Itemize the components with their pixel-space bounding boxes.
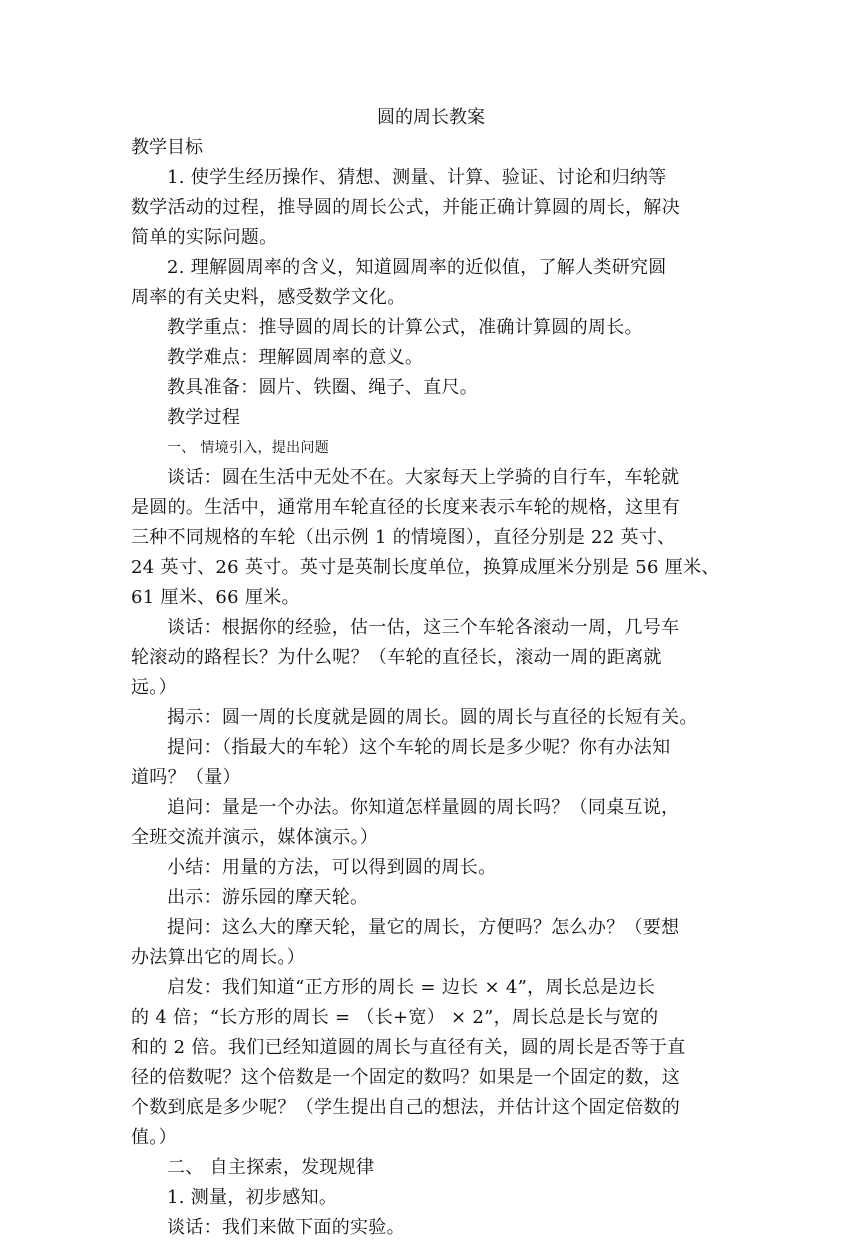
paragraph (131, 343, 731, 373)
paragraph (131, 403, 731, 433)
paragraph-line: 轮滚动的路程长？为什么呢？（车轮的直径长，滚动一周的距离就 (131, 647, 662, 668)
paragraph-line: 和的 2 倍。我们已经知道圆的周长与直径有关，圆的周长是否等于直 (131, 1037, 686, 1058)
paragraph-line: 径的倍数呢？这个倍数是一个固定的数吗？如果是一个固定的数，这 (131, 1067, 680, 1088)
paragraph (131, 373, 731, 403)
paragraph-line: 24 英寸、26 英寸。英寸是英制长度单位，换算成厘米分别是 56 厘米、 (131, 557, 720, 578)
paragraph-line: 三种不同规格的车轮（出示例 1 的情境图），直径分别是 22 英寸、 (131, 527, 676, 548)
paragraph-line: 周率的有关史料，感受数学文化。 (131, 287, 406, 308)
paragraph-line: 1. 测量，初步感知。 (167, 1187, 338, 1208)
paragraph (131, 913, 731, 973)
document-title: 圆的周长教案 (377, 107, 485, 128)
paragraph (131, 973, 731, 1153)
paragraph-line: 提问：（指最大的车轮）这个车轮的周长是多少呢？你有办法知 (167, 737, 671, 758)
paragraph-line: 远。） (131, 677, 177, 698)
paragraph (131, 733, 731, 793)
paragraph-line: 启发：我们知道“正方形的周长 = 边长 × 4”，周长总是边长 (167, 977, 656, 998)
paragraph-line: 办法算出它的周长。） (131, 947, 305, 968)
paragraph (131, 253, 731, 313)
paragraph (131, 883, 731, 913)
paragraph-line: 小结：用量的方法，可以得到圆的周长。 (167, 857, 497, 878)
paragraph (131, 1213, 731, 1243)
paragraph-line: 教具准备：圆片、铁圈、绳子、直尺。 (167, 377, 479, 398)
paragraph-line: 2. 理解圆周率的含义，知道圆周率的近似值，了解人类研究圆 (167, 257, 667, 278)
paragraph-line: 全班交流并演示，媒体演示。） (131, 827, 379, 848)
paragraph-line: 61 厘米、66 厘米。 (131, 587, 300, 608)
paragraph (131, 703, 731, 733)
paragraph-line: 揭示：圆一周的长度就是圆的周长。圆的周长与直径的长短有关。 (167, 707, 698, 728)
paragraph-line: 值。） (131, 1127, 177, 1148)
paragraph-line: 简单的实际问题。 (131, 227, 278, 248)
section-heading-goals: 教学目标 (131, 137, 203, 158)
paragraph (131, 853, 731, 883)
paragraph-line: 二、 自主探索，发现规律 (167, 1157, 375, 1178)
paragraph-line: 谈话：圆在生活中无处不在。大家每天上学骑的自行车，车轮就 (167, 467, 680, 488)
paragraph-line: 的 4 倍；“长方形的周长 = （长+宽） × 2”，周长总是长与宽的 (131, 1007, 659, 1028)
paragraph (131, 433, 731, 463)
paragraph-line: 1. 使学生经历操作、猜想、测量、计算、验证、讨论和归纳等 (167, 167, 667, 188)
paragraph (131, 1153, 731, 1183)
paragraph-line: 提问：这么大的摩天轮，量它的周长，方便吗？怎么办？（要想 (167, 917, 680, 938)
paragraph-list (131, 163, 731, 1243)
paragraph-line: 数学活动的过程，推导圆的周长公式，并能正确计算圆的周长，解决 (131, 197, 680, 218)
paragraph-line: 道吗？（量） (131, 767, 241, 788)
paragraph-line: 是圆的。生活中，通常用车轮直径的长度来表示车轮的规格，这里有 (131, 497, 680, 518)
paragraph-line: 追问：量是一个办法。你知道怎样量圆的周长吗？（同桌互说， (167, 797, 680, 818)
paragraph-line: 谈话：我们来做下面的实验。 (167, 1217, 405, 1238)
paragraph (131, 613, 731, 703)
paragraph-line: 教学重点：推导圆的周长的计算公式，准确计算圆的周长。 (167, 317, 643, 338)
paragraph (131, 313, 731, 343)
paragraph (131, 463, 731, 613)
paragraph (131, 793, 731, 853)
paragraph-line: 一、 情境引入，提出问题 (167, 440, 330, 456)
paragraph-line: 个数到底是多少呢？（学生提出自己的想法，并估计这个固定倍数的 (131, 1097, 680, 1118)
document-content (131, 103, 731, 1243)
paragraph-line: 教学过程 (167, 407, 241, 428)
paragraph-line: 出示：游乐园的摩天轮。 (167, 887, 369, 908)
paragraph-line: 教学难点：理解圆周率的意义。 (167, 347, 424, 368)
paragraph (131, 1183, 731, 1213)
paragraph (131, 163, 731, 253)
paragraph-line: 谈话：根据你的经验，估一估，这三个车轮各滚动一周，几号车 (167, 617, 680, 638)
